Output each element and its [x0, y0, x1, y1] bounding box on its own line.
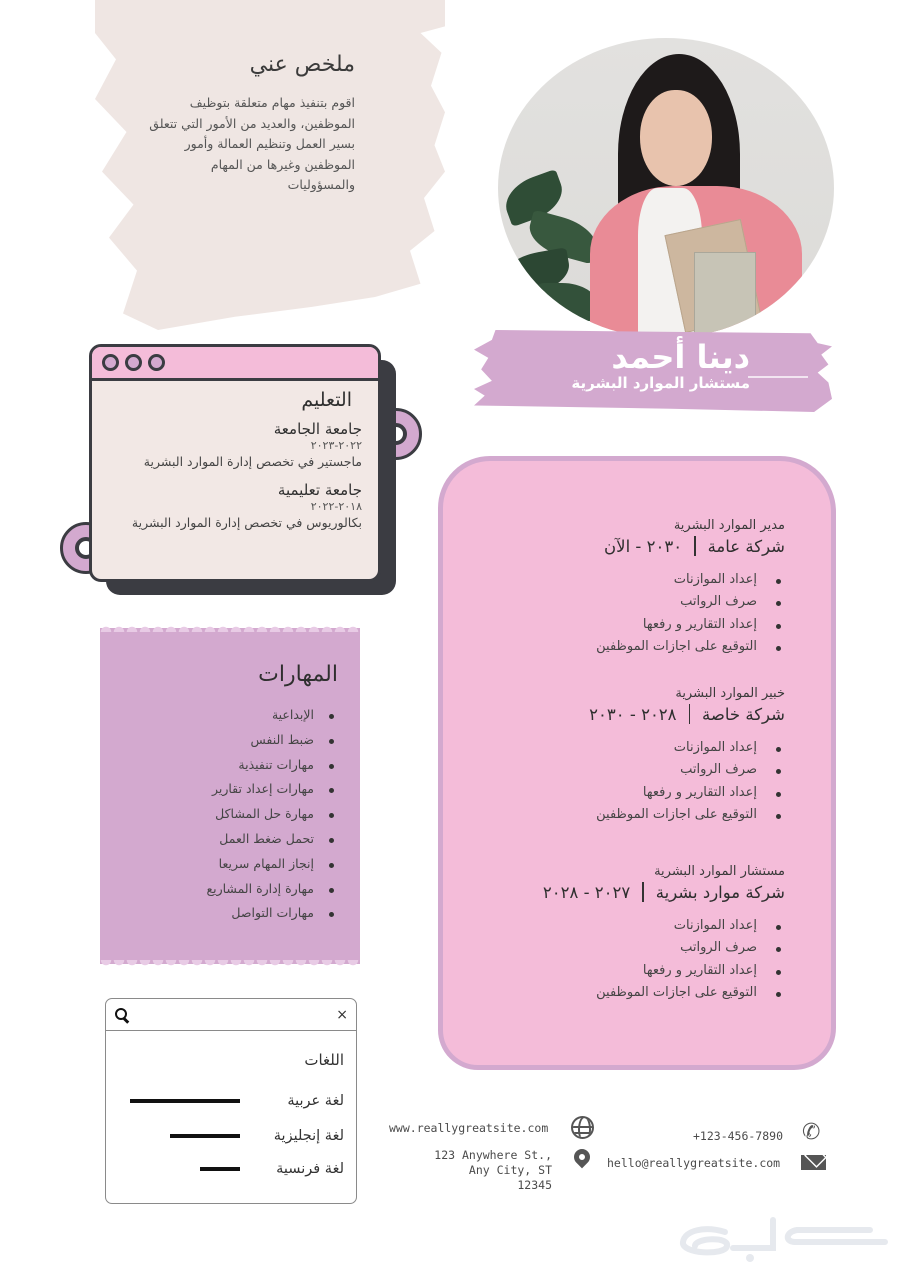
job-company-line: [543, 881, 785, 905]
education-school: جامعة الجامعة: [273, 420, 362, 438]
summary-body: اقوم بتنفيذ مهام متعلقة بتوظيف الموظفين، والعديد من الأمور التي تتعلق بسير العمل وتنظيم العمالة وأمور الموظفين وغيرها من المهام والمسؤوليات: [149, 95, 355, 192]
education-entry: [106, 419, 362, 471]
photo-notebook: [694, 252, 756, 338]
close-icon[interactable]: ×: [336, 1006, 348, 1023]
divider: [694, 536, 696, 556]
skill-item: مهارات إعداد تقارير: [118, 777, 338, 802]
language-level-bar: [170, 1134, 240, 1138]
scallop-border: [100, 622, 360, 632]
education-school: جامعة تعليمية: [277, 481, 362, 499]
window-titlebar: [92, 347, 378, 381]
address-line-2: Any City, ST 12345: [468, 1163, 552, 1192]
job-title: خبير الموارد البشرية: [675, 686, 785, 701]
job-task: صرف الرواتب: [543, 937, 785, 959]
job-tasks: [543, 915, 785, 1004]
job-task: صرف الرواتب: [589, 759, 785, 781]
education-title: التعليم: [301, 389, 352, 411]
experience-card: [438, 456, 836, 1070]
globe-icon: [571, 1116, 594, 1139]
language-row: [130, 1093, 344, 1109]
skills-title: المهارات: [258, 662, 338, 687]
profile-name: دينا أحمد: [611, 338, 750, 376]
plant-leaf: [538, 283, 598, 321]
education-entry: [106, 480, 362, 532]
education-content: [92, 381, 378, 532]
window-dot-icon: [125, 354, 142, 371]
education-years: ٢٠١٨-٢٠٢٢: [310, 500, 362, 513]
skill-item: ضبط النفس: [118, 728, 338, 753]
job-task: التوقيع على اجازات الموظفين: [589, 804, 785, 826]
skill-item: مهارة إدارة المشاريع: [118, 877, 338, 902]
job-task: التوقيع على اجازات الموظفين: [543, 982, 785, 1004]
skill-item: إنجاز المهام سريعا: [118, 852, 338, 877]
divider: [642, 882, 644, 902]
contact-email[interactable]: hello@reallygreatsite.com: [607, 1156, 781, 1170]
job-tasks: [589, 737, 785, 826]
summary-title: ملخص عني: [249, 52, 355, 77]
skill-item: مهارة حل المشاكل: [118, 802, 338, 827]
job-company: شركة موارد بشرية: [655, 883, 785, 902]
job-company: شركة خاصة: [702, 705, 785, 724]
job-entry: [589, 685, 785, 826]
summary-section: [140, 52, 355, 196]
skills-content: [100, 628, 360, 926]
divider: [689, 704, 691, 724]
language-level-bar: [200, 1167, 240, 1171]
languages-window: [105, 998, 357, 1204]
language-level-bar: [130, 1099, 240, 1103]
profile-role: مستشار الموارد البشرية: [571, 374, 750, 392]
skill-item: مهارات التواصل: [118, 901, 338, 926]
scallop-border: [100, 960, 360, 970]
job-task: إعداد الموازنات: [596, 569, 785, 591]
job-company-line: [589, 703, 785, 727]
job-task: صرف الرواتب: [596, 591, 785, 613]
search-bar[interactable]: [106, 999, 356, 1031]
education-degree: ماجستير في تخصص إدارة الموارد البشرية: [143, 454, 362, 469]
education-window: [89, 344, 381, 582]
window-dot-icon: [148, 354, 165, 371]
address-line-1: 123 Anywhere St.,: [434, 1148, 552, 1162]
profile-photo: [498, 38, 834, 338]
language-name: لغة إنجليزية: [273, 1128, 344, 1144]
job-title: مدير الموارد البشرية: [673, 518, 785, 533]
job-entry: [543, 863, 785, 1004]
job-tasks: [596, 569, 785, 658]
job-period: ٢٠٢٧ - ٢٠٢٨: [542, 883, 631, 902]
contact-website[interactable]: www.reallygreatsite.com: [389, 1121, 549, 1135]
job-company: شركة عامة: [707, 537, 785, 556]
job-period: ٢٠٣٠ - الآن: [604, 537, 683, 556]
skill-item: مهارات تنفيذية: [118, 753, 338, 778]
skill-item: تحمل ضغط العمل: [118, 827, 338, 852]
photo-face: [640, 90, 712, 186]
education-degree: بكالوريوس في تخصص إدارة الموارد البشرية: [131, 515, 362, 530]
job-task: إعداد التقارير و رفعها: [596, 614, 785, 636]
job-company-line: [596, 535, 785, 559]
language-name: لغة عربية: [287, 1093, 344, 1109]
skills-section: [100, 628, 360, 964]
job-task: إعداد الموازنات: [543, 915, 785, 937]
job-task: إعداد التقارير و رفعها: [589, 782, 785, 804]
contact-address: [434, 1148, 552, 1193]
languages-title: اللغات: [304, 1051, 344, 1069]
skill-item: الإبداعية: [118, 703, 338, 728]
job-task: إعداد الموازنات: [589, 737, 785, 759]
job-entry: [596, 517, 785, 658]
skills-list: [118, 703, 338, 926]
search-icon[interactable]: [114, 1007, 130, 1023]
haraj-watermark-logo: [665, 1212, 895, 1264]
education-years: ٢٠٢٢-٢٠٢٣: [310, 439, 362, 452]
job-title: مستشار الموارد البشرية: [654, 864, 785, 879]
job-task: إعداد التقارير و رفعها: [543, 960, 785, 982]
window-dot-icon: [102, 354, 119, 371]
contact-phone[interactable]: +123-456-7890: [693, 1129, 784, 1143]
banner-accent-line: [748, 376, 808, 378]
job-task: التوقيع على اجازات الموظفين: [596, 636, 785, 658]
job-period: ٢٠٢٨ - ٢٠٣٠: [589, 705, 677, 724]
language-row: [200, 1161, 344, 1177]
language-row: [170, 1128, 344, 1144]
location-pin-icon: [571, 1146, 594, 1169]
mail-icon: [801, 1155, 826, 1170]
phone-icon: ✆: [802, 1120, 821, 1145]
language-name: لغة فرنسية: [276, 1161, 344, 1177]
